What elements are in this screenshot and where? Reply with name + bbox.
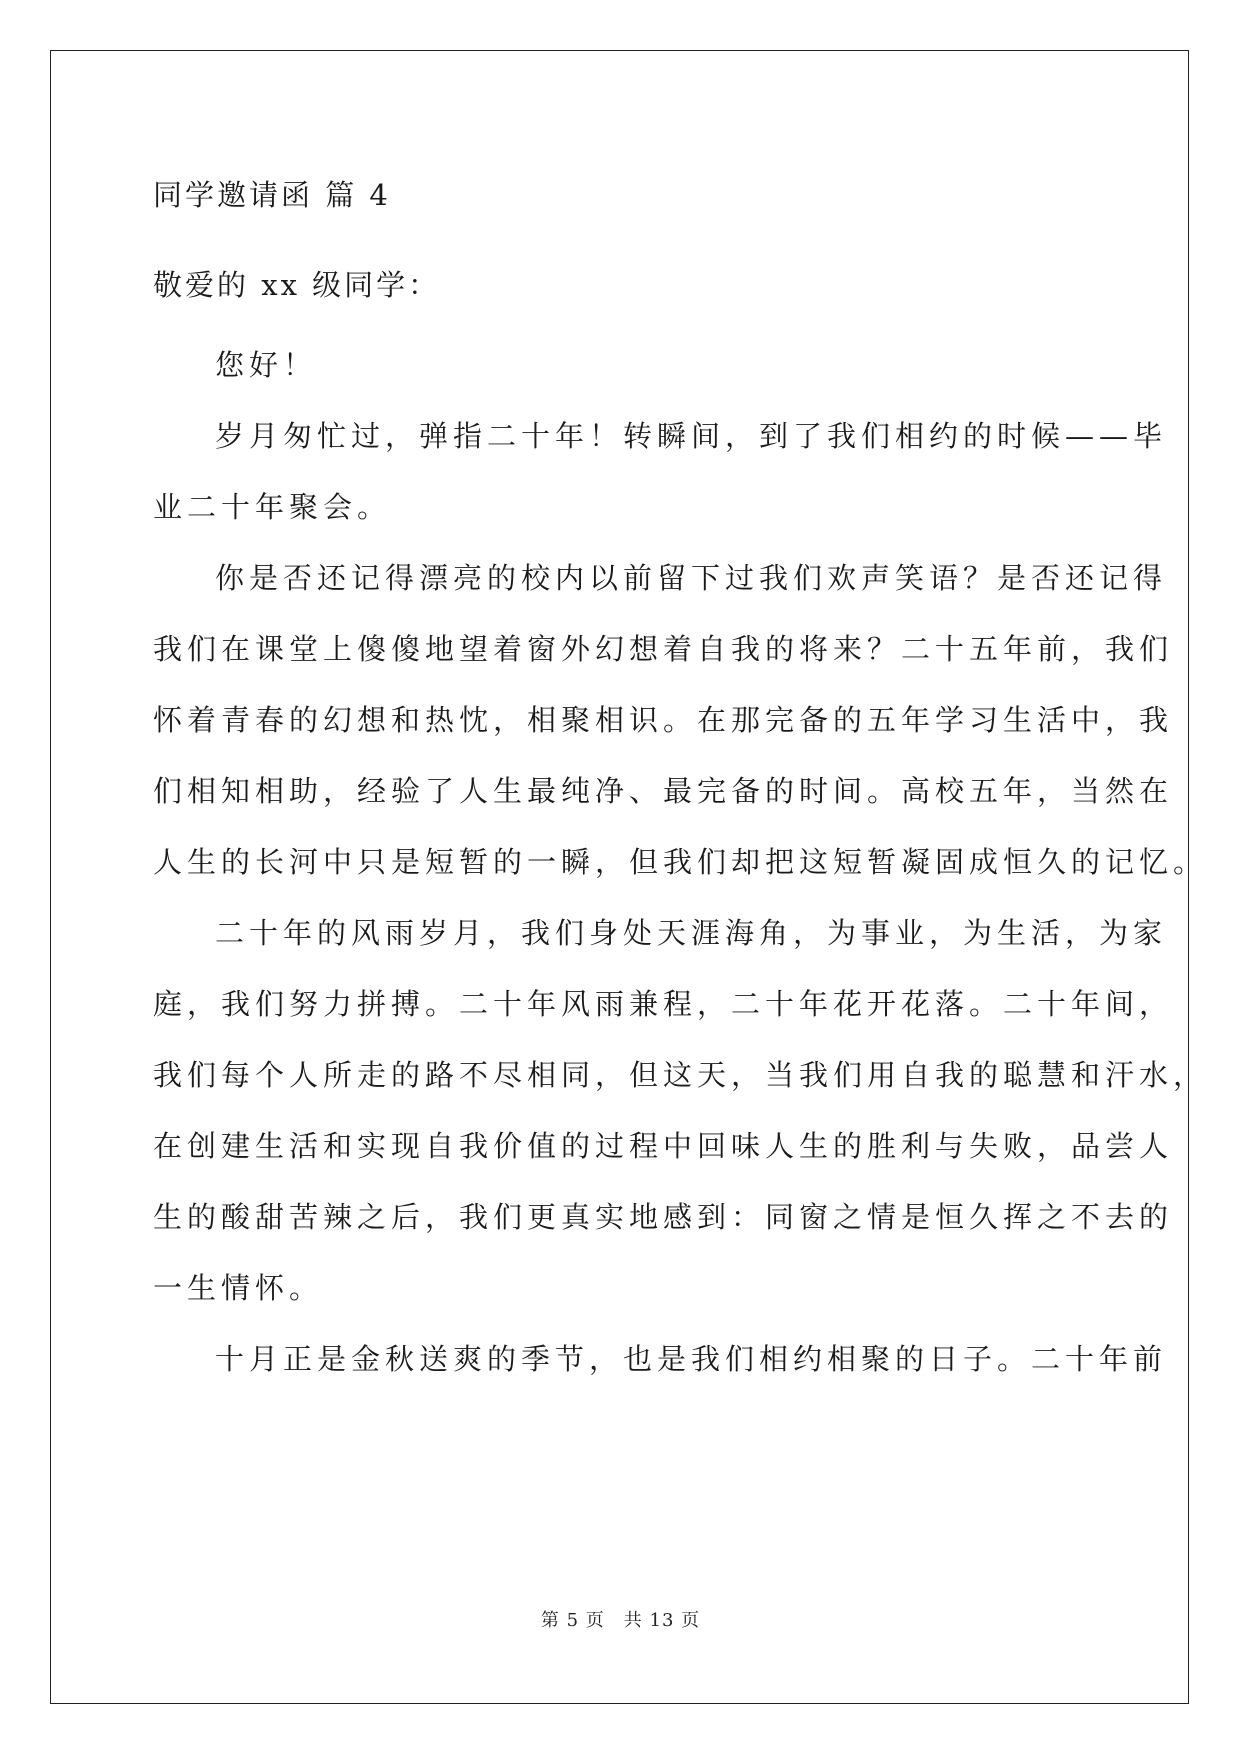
text-line: 一生情怀。	[153, 1271, 324, 1305]
body-lines	[153, 330, 1208, 1395]
text-line: 十月正是金秋送爽的季节，也是我们相约相聚的日子。二十年前	[215, 1342, 1168, 1376]
document-heading: 同学邀请函 篇 4	[153, 178, 391, 212]
text-line: 二十年的风雨岁月，我们身处天涯海角，为事业，为生活，为家	[215, 916, 1168, 950]
text-line: 人生的长河中只是短暂的一瞬，但我们却把这短暂凝固成恒久的记忆。	[153, 845, 1208, 879]
text-line: 在创建生活和实现自我价值的过程中回味人生的胜利与失败，品尝人	[153, 1129, 1174, 1163]
text-line: 生的酸甜苦辣之后，我们更真实地感到：同窗之情是恒久挥之不去的	[153, 1200, 1174, 1234]
text-line: 庭，我们努力拼搏。二十年风雨兼程，二十年花开花落。二十年间，	[153, 987, 1174, 1021]
text-line: 岁月匆忙过，弹指二十年！转瞬间，到了我们相约的时候——毕	[215, 419, 1168, 453]
text-line: 你是否还记得漂亮的校内以前留下过我们欢声笑语？是否还记得	[215, 561, 1168, 595]
page-number: 第 5 页 共 13 页	[540, 1610, 701, 1631]
page-footer	[0, 1606, 1241, 1632]
text-line: 我们每个人所走的路不尽相同，但这天，当我们用自我的聪慧和汗水，	[153, 1058, 1208, 1092]
text-line: 们相知相助，经验了人生最纯净、最完备的时间。高校五年，当然在	[153, 774, 1174, 808]
text-line: 业二十年聚会。	[153, 490, 392, 524]
text-line: 怀着青春的幻想和热忱，相聚相识。在那完备的五年学习生活中，我	[153, 703, 1174, 737]
document-body	[153, 160, 1208, 1395]
salutation: 敬爱的 xx 级同学：	[153, 268, 441, 302]
text-line: 我们在课堂上傻傻地望着窗外幻想着自我的将来？二十五年前，我们	[153, 632, 1174, 666]
text-line: 您好！	[215, 348, 318, 382]
